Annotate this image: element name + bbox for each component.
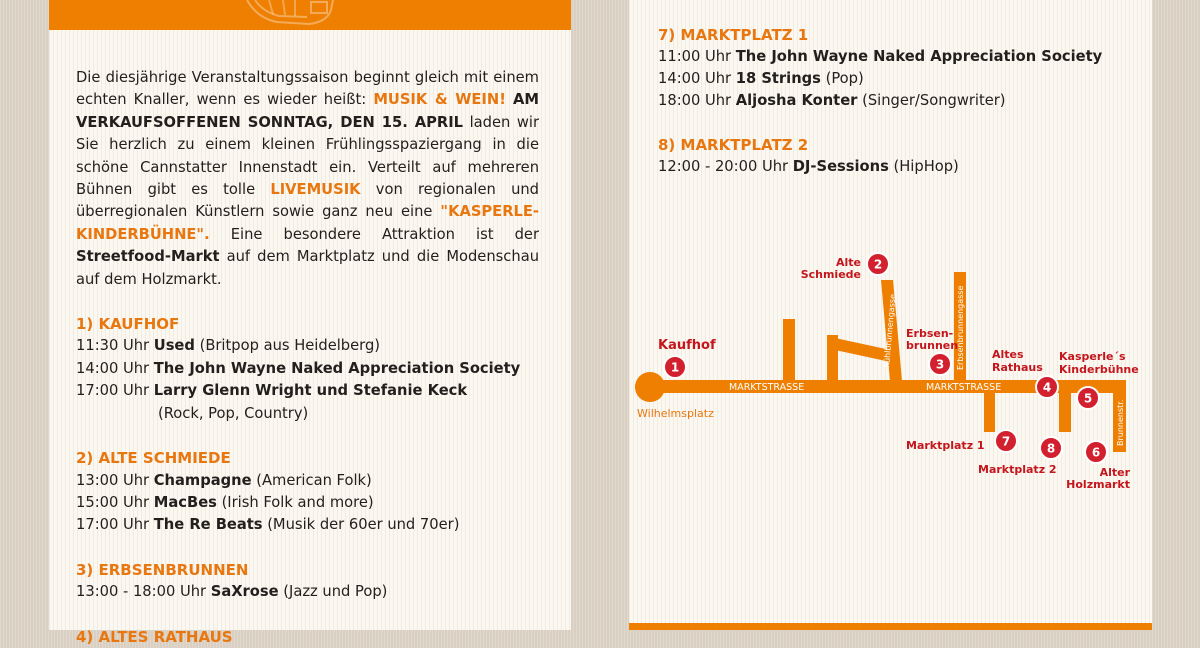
act-line: [76, 492, 539, 514]
marker-4-number: 4: [1042, 380, 1052, 395]
act-time: 13:00 Uhr: [76, 471, 154, 489]
act-time: 13:00 - 18:00 Uhr: [76, 583, 211, 601]
act-line: [76, 470, 539, 492]
intro-highlight-musik-wein: MUSIK & WEIN!: [373, 91, 506, 109]
label-marktstrasse: MARKTSTRASSE: [729, 382, 805, 393]
section-altes-rathaus: [76, 626, 539, 648]
street-marktstrasse: [637, 380, 1092, 393]
act-time: 11:30 Uhr: [76, 337, 154, 355]
marker-5-number: 5: [1083, 391, 1093, 406]
marker-7-number: 7: [1001, 434, 1011, 449]
label-kasperle: Kinderbühne: [1059, 363, 1139, 376]
act-desc: (Pop): [820, 70, 864, 87]
left-panel: [49, 0, 571, 646]
act-desc: (Singer/Songwriter): [857, 92, 1006, 109]
intro-highlight-livemusik: LIVEMUSIK: [270, 181, 361, 199]
section-kaufhof: [76, 313, 539, 425]
intro-text-1: Die diesjährige Veranstaltungssaison beginnt gleich mit einem echten Knaller, wenn es wieder heißt:: [76, 69, 539, 109]
act-name: Larry Glenn Wright und Stefanie Keck: [153, 382, 468, 400]
act-name: 18 Strings: [735, 70, 821, 87]
act-time: 12:00 - 20:00 Uhr: [658, 158, 793, 175]
label-alter-holzmarkt: Alter: [1099, 466, 1130, 479]
label-kuehlbrunnengasse: Kühlbrunnengasse: [882, 293, 898, 369]
act-note: (Rock, Pop, Country): [158, 404, 309, 422]
section-title: 4) ALTES RATHAUS: [76, 627, 233, 646]
label-alte-schmiede: Alte: [835, 256, 861, 269]
act-line: [76, 335, 539, 357]
section-title: 3) ERBSENBRUNNEN: [76, 560, 249, 579]
section-marktplatz-1: [658, 24, 1128, 112]
label-marktplatz-1: Marktplatz 1: [906, 439, 985, 452]
section-title: 1) KAUFHOF: [76, 315, 180, 334]
act-line: [658, 90, 1128, 112]
act-line: [76, 514, 539, 536]
label-wilhelmsplatz: Wilhelmsplatz: [637, 407, 714, 420]
streets: [635, 272, 1126, 452]
act-desc: (Musik der 60er und 70er): [262, 516, 460, 534]
marker-6: [1085, 441, 1107, 463]
marker-1-number: 1: [670, 360, 680, 375]
program-column-left: [76, 67, 539, 648]
act-time: 11:00 Uhr: [658, 48, 736, 65]
act-time: 18:00 Uhr: [658, 92, 736, 109]
marker-2-number: 2: [873, 257, 883, 272]
act-line: [658, 156, 1128, 178]
act-name: The John Wayne Naked Appreciation Society: [735, 48, 1103, 65]
section-marktplatz-2: [658, 134, 1128, 178]
intro-text-2: laden wir Sie herzlich zu einem kleinen Frühlingsspaziergang in die schöne Cannstatter Innenstadt ein. Verteilt auf mehreren Bühnen gibt es tolle: [76, 113, 539, 199]
label-kaufhof: Kaufhof: [658, 338, 716, 353]
intro-date: AM VERKAUFSOFFENEN SONNTAG, DEN 15. APRIL: [76, 91, 539, 131]
act-line: [76, 358, 539, 380]
intro-paragraph: [76, 67, 539, 291]
bottom-band: [629, 623, 1152, 630]
label-kasperle: Kasperle´s: [1059, 350, 1126, 363]
act-time: 14:00 Uhr: [76, 359, 154, 377]
act-line: [76, 581, 539, 603]
act-name: Used: [153, 337, 195, 355]
act-time: 14:00 Uhr: [658, 70, 736, 87]
intro-text-5: auf dem Marktplatz und die Modenschau auf dem Holzmarkt.: [76, 248, 539, 288]
act-desc: (HipHop): [888, 158, 959, 175]
marker-7: [995, 430, 1017, 452]
logo-illustration: [199, 0, 399, 30]
label-altes-rathaus: Rathaus: [992, 361, 1043, 374]
act-name: MacBes: [153, 493, 217, 511]
act-line: [658, 46, 1128, 68]
marker-8-number: 8: [1046, 441, 1056, 456]
act-time: 17:00 Uhr: [76, 516, 154, 534]
act-name: The John Wayne Naked Appreciation Society: [153, 359, 521, 377]
act-desc: (Jazz und Pop): [278, 583, 388, 601]
act-time: 17:00 Uhr: [76, 382, 154, 400]
act-desc: (American Folk): [251, 471, 372, 489]
marker-3: [929, 353, 951, 375]
act-time: 15:00 Uhr: [76, 493, 154, 511]
section-title: 2) ALTE SCHMIEDE: [76, 449, 231, 468]
label-altes-rathaus: Altes: [992, 348, 1024, 361]
act-line: [76, 380, 539, 425]
label-alter-holzmarkt: Holzmarkt: [1066, 478, 1130, 491]
street-segment: [984, 392, 995, 432]
intro-text-3: von regionalen und überregionalen Künstlern sowie ganz neu eine: [76, 181, 540, 221]
label-marktplatz-2: Marktplatz 2: [978, 463, 1057, 476]
marker-3-number: 3: [935, 357, 945, 372]
intro-streetfood: Streetfood-Markt: [76, 248, 220, 266]
act-line: [658, 68, 1128, 90]
act-name: Aljosha Konter: [735, 92, 858, 109]
label-erbsenbrunnengasse: Erbsenbrunnengasse: [956, 285, 965, 370]
act-name: The Re Beats: [153, 516, 263, 534]
label-marktstrasse: MARKTSTRASSE: [926, 382, 1002, 393]
marker-8: [1040, 437, 1062, 459]
section-alte-schmiede: [76, 447, 539, 537]
section-title: 7) MARKTPLATZ 1: [658, 26, 809, 44]
act-desc: (Britpop aus Heidelberg): [194, 337, 380, 355]
marker-5: [1077, 387, 1099, 409]
program-column-right: [658, 24, 1128, 178]
label-brunnenstr: Brunnenstr.: [1116, 399, 1125, 446]
marker-4: [1036, 376, 1058, 398]
marker-1: [664, 356, 686, 378]
street-segment: [1059, 392, 1071, 432]
section-title: 8) MARKTPLATZ 2: [658, 136, 809, 154]
right-panel: [629, 0, 1152, 630]
marker-2: [867, 253, 889, 275]
act-desc: (Irish Folk and more): [216, 493, 374, 511]
section-erbsenbrunnen: [76, 559, 539, 604]
act-name: DJ-Sessions: [792, 158, 889, 175]
label-alte-schmiede: Schmiede: [800, 268, 861, 281]
street-segment: [783, 319, 795, 381]
act-name: Champagne: [153, 471, 252, 489]
street-map: [629, 240, 1152, 500]
label-erbsenbrunnen: brunnen: [906, 339, 959, 352]
intro-text-4: Eine besondere Attraktion ist der: [209, 225, 539, 243]
act-name: SaXrose: [210, 583, 279, 601]
intro-highlight-kinderbuehne: "KASPERLE-KINDERBÜHNE".: [76, 203, 539, 243]
marker-6-number: 6: [1091, 445, 1101, 460]
label-erbsenbrunnen: Erbsen-: [906, 327, 954, 340]
wilhelmsplatz-node: [635, 372, 665, 402]
